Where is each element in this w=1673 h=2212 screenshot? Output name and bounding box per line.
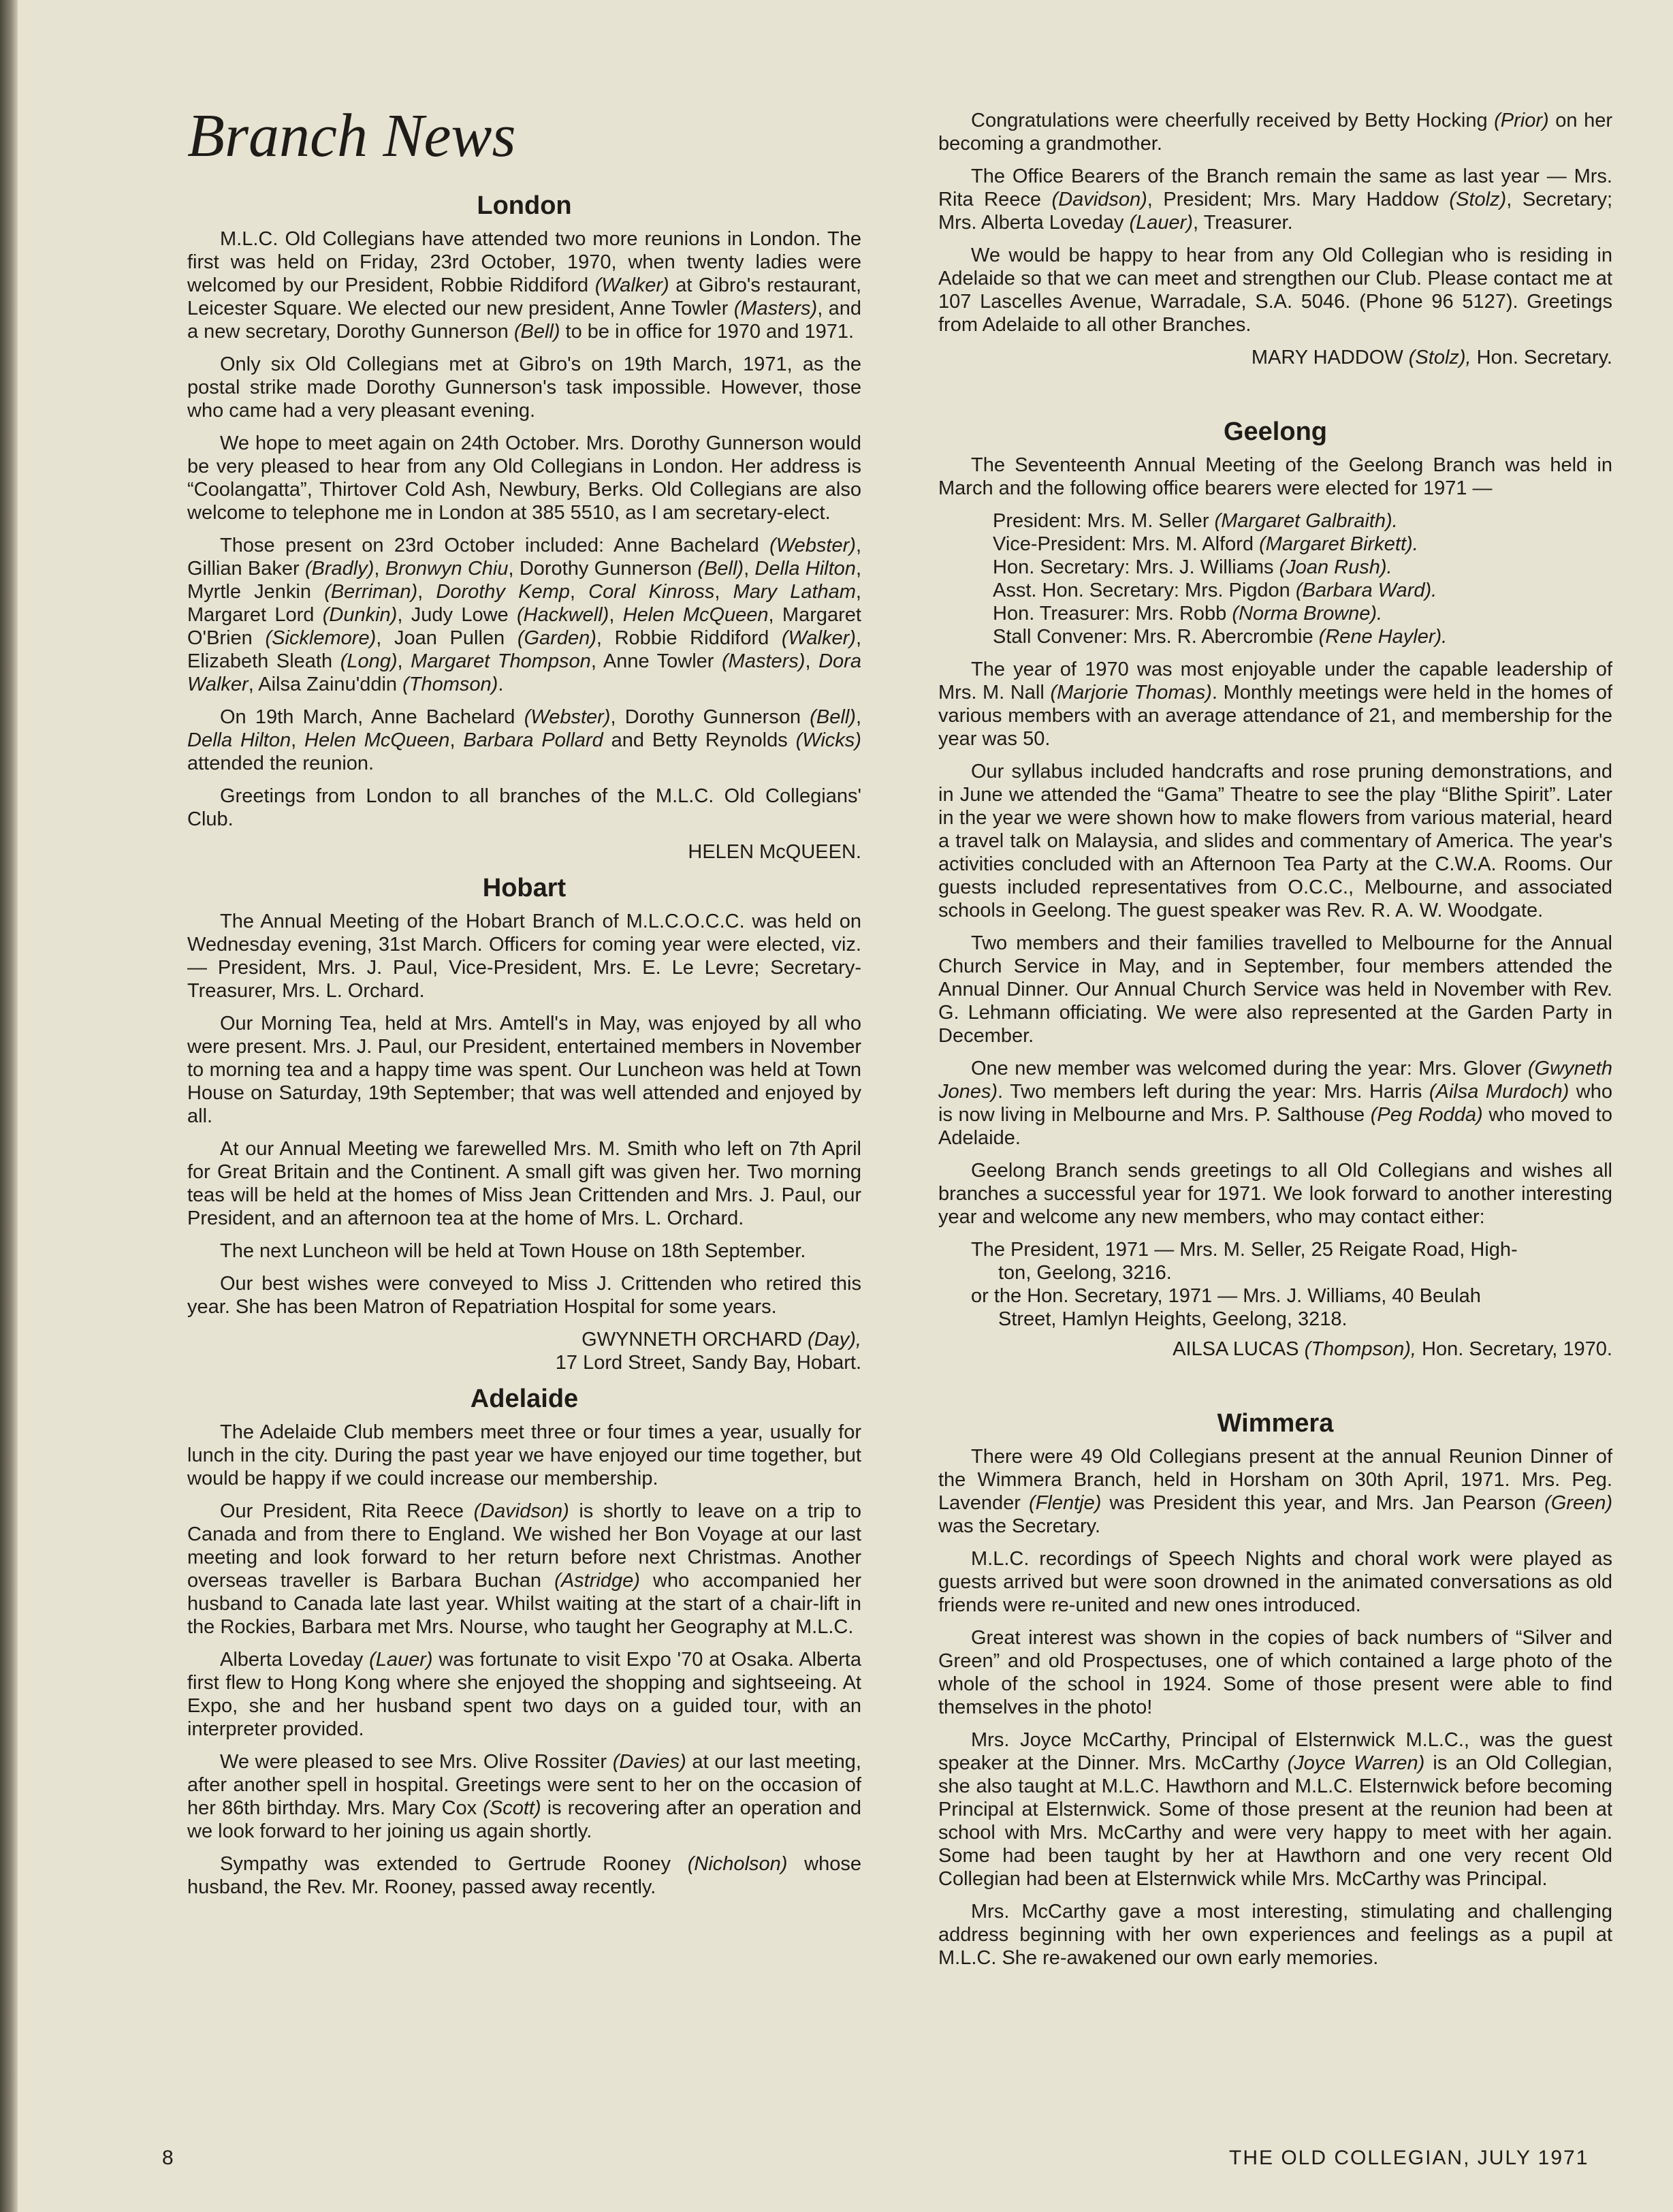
maiden-name: (Hackwell) bbox=[516, 604, 609, 626]
paragraph: Geelong Branch sends greetings to all Old Collegians and wishes all branches a successful year for 1971. We look forward to another interesting year and welcome any new members, who may contact either: bbox=[938, 1160, 1612, 1228]
maiden-name: (Lauer) bbox=[1129, 212, 1193, 234]
paragraph: One new member was welcomed during the year: Mrs. Glover (Gwyneth Jones). Two members left during the year: Mrs. Harris (Ailsa Murdoch) who is now living in Melbourne and Mrs. P. Salthouse (Peg Rodda) who moved to Adelaide. bbox=[938, 1058, 1613, 1149]
maiden-name: Della Hilton bbox=[187, 729, 291, 751]
maiden-name: Helen McQueen bbox=[304, 729, 450, 751]
paragraph: M.L.C. Old Collegians have attended two more reunions in London. The first was held on Friday, 23rd October, 1970, when twenty ladies were welcomed by our President, Robbie Riddiford (Walker) at Gibro's restaurant, Leicester Square. We elected our new president, Anne Towler (Masters), and a new secretary, Dorothy Gunnerson (Bell) to be in office for 1970 and 1971. bbox=[187, 228, 862, 343]
maiden-name: Bronwyn Chiu bbox=[385, 558, 509, 580]
paragraph: Our President, Rita Reece (Davidson) is shortly to leave on a trip to Canada and from there to England. We wished her Bon Voyage at our last meeting and look forward to her return before next Christmas. Another overseas traveller is Barbara Buchan (Astridge) who accompanied her husband to Canada late last year. Whilst waiting at the start of a chair-lift in the Rockies, Barbara met Mrs. Nourse, who taught her Geography at M.L.C. bbox=[187, 1500, 861, 1638]
right-column bbox=[938, 109, 1612, 1979]
signature-adelaide bbox=[938, 346, 1612, 369]
paragraph: The year of 1970 was most enjoyable under the capable leadership of Mrs. M. Nall (Marjorie Thomas). Monthly meetings were held in the homes of various members with an average attendance of 21, and membership for the year was 50. bbox=[938, 659, 1612, 750]
maiden-name: (Flentje) bbox=[1029, 1492, 1102, 1514]
paragraph: At our Annual Meeting we farewelled Mrs. M. Smith who left on 7th April for Great Britain and the Continent. A small gift was given her. Two morning teas will be held at the homes of Miss Jean Crittenden and Mrs. J. Paul, our President, and an afternoon tea at the home of Mrs. L. Orchard. bbox=[187, 1138, 861, 1229]
maiden-name: (Bell) bbox=[810, 706, 856, 728]
maiden-name: (Wicks) bbox=[795, 729, 861, 751]
office-bearer: President: Mrs. M. Seller (Margaret Galbraith). bbox=[993, 510, 1398, 532]
signature-title: Hon. Secretary. bbox=[1471, 347, 1612, 368]
paragraph: Only six Old Collegians met at Gibro's on 19th March, 1971, as the postal strike made Dorothy Gunnerson's task impossible. However, those who came had a very pleasant evening. bbox=[187, 353, 861, 422]
maiden-name: (Walker) bbox=[594, 274, 669, 296]
maiden-name: (Long) bbox=[340, 650, 398, 672]
contact-list bbox=[938, 1238, 1612, 1331]
office-bearers-list bbox=[938, 509, 1612, 648]
office-bearer: Vice-President: Mrs. M. Alford (Margaret Birkett). bbox=[993, 533, 1418, 555]
maiden-name: (Walker) bbox=[781, 627, 856, 649]
maiden-name: (Nicholson) bbox=[687, 1853, 788, 1875]
paragraph: Our Morning Tea, held at Mrs. Amtell's in May, was enjoyed by all who were present. Mrs. J. Paul, our President, entertained members in November to morning tea and a happy time was spent. Our Luncheon was held at Town House on Saturday, 19th September; that was well attended and enjoyed by all. bbox=[187, 1013, 861, 1127]
maiden-name: (Lauer) bbox=[369, 1649, 433, 1671]
maiden-name: Helen McQueen bbox=[622, 604, 769, 626]
paragraph: The next Luncheon will be held at Town House on 18th September. bbox=[220, 1240, 806, 1262]
maiden-name: (Webster) bbox=[524, 706, 611, 728]
office-bearer: Stall Convener: Mrs. R. Abercrombie (Rene Hayler). bbox=[993, 626, 1448, 648]
maiden-name: (Bell) bbox=[513, 321, 560, 343]
maiden-name: Della Hilton bbox=[754, 558, 856, 580]
signature-maiden: (Day), bbox=[808, 1329, 861, 1350]
maiden-name: Dora Walker bbox=[187, 650, 861, 695]
maiden-name: (Joyce Warren) bbox=[1287, 1752, 1425, 1774]
paragraph: M.L.C. recordings of Speech Nights and choral work were played as guests arrived but were soon drowned in the animated conversations as old friends were re-united and new ones introduced. bbox=[938, 1548, 1612, 1616]
office-bearer: Asst. Hon. Secretary: Mrs. Pigdon (Barbara Ward). bbox=[993, 580, 1437, 601]
signature-address: 17 Lord Street, Sandy Bay, Hobart. bbox=[555, 1352, 861, 1374]
heading-adelaide: Adelaide bbox=[470, 1385, 579, 1413]
page-title: Branch News bbox=[187, 102, 516, 170]
maiden-name: (Peg Rodda) bbox=[1370, 1104, 1483, 1126]
maiden-name: (Dunkin) bbox=[322, 604, 398, 626]
maiden-name: (Thomson) bbox=[402, 674, 498, 695]
maiden-name: (Green) bbox=[1544, 1492, 1612, 1514]
maiden-name: (Davies) bbox=[612, 1751, 686, 1773]
paragraph: We were pleased to see Mrs. Olive Rossiter (Davies) at our last meeting, after another spell in hospital. Greetings were sent to her on the occasion of her 86th birthday. Mrs. Mary Cox (Scott) is recovering after an operation and we look forward to her joining us again shortly. bbox=[187, 1751, 861, 1842]
paragraph: The Seventeenth Annual Meeting of the Geelong Branch was held in March and the following office bearers were elected for 1971 — bbox=[938, 454, 1612, 499]
paragraph: Alberta Loveday (Lauer) was fortunate to visit Expo '70 at Osaka. Alberta first flew to Hong Kong where she enjoyed the shopping and sightseeing. At Expo, she and her husband spent two days on a guided tour, with an interpreter provided. bbox=[187, 1649, 861, 1740]
signature-name: GWYNNETH ORCHARD bbox=[581, 1329, 808, 1350]
paragraph: Congratulations were cheerfully received by Betty Hocking (Prior) on her becoming a grandmother. bbox=[938, 110, 1612, 155]
maiden-name: Mary Latham bbox=[733, 581, 856, 603]
paragraph: The Office Bearers of the Branch remain the same as last year — Mrs. Rita Reece (Davidson), President; Mrs. Mary Haddow (Stolz), Secretary; Mrs. Alberta Loveday (Lauer), Treasurer. bbox=[938, 165, 1612, 234]
paragraph: On 19th March, Anne Bachelard (Webster), Dorothy Gunnerson (Bell), Della Hilton, Helen McQueen, Barbara Pollard and Betty Reynolds (Wicks) attended the reunion. bbox=[187, 706, 861, 774]
paragraph: Great interest was shown in the copies of back numbers of “Silver and Green” and old Prospectuses, one of which contained a large photo of the whole of the school in 1924. Some of those present were able to find themselves in the photo! bbox=[938, 1627, 1612, 1718]
maiden-name: Dorothy Kemp bbox=[436, 581, 570, 603]
maiden-name: (Scott) bbox=[483, 1797, 541, 1819]
paragraph: Mrs. McCarthy gave a most interesting, stimulating and challenging address beginning with her own experiences and feelings as a pupil at M.L.C. She re-awakened our own early memories. bbox=[938, 1901, 1612, 1969]
maiden-name: Margaret Thompson bbox=[411, 650, 591, 672]
paragraph: There were 49 Old Collegians present at the annual Reunion Dinner of the Wimmera Branch, held in Horsham on 30th April, 1971. Mrs. Peg. Lavender (Flentje) was President this year, and Mrs. Jan Pearson (Green) was the Secretary. bbox=[938, 1446, 1612, 1537]
office-bearer: Hon. Treasurer: Mrs. Robb (Norma Browne). bbox=[993, 603, 1383, 625]
maiden-name: (Davidson) bbox=[1051, 189, 1147, 210]
paragraph: The Annual Meeting of the Hobart Branch of M.L.C.O.C.C. was held on Wednesday evening, 31st March. Officers for coming year were elected, viz. — President, Mrs. J. Paul, Vice-President, Mrs. E. Le Levre; Secretary-Treasurer, Mrs. L. Orchard. bbox=[187, 911, 861, 1002]
paragraph: We hope to meet again on 24th October. Mrs. Dorothy Gunnerson would be very pleased to hear from any Old Collegians in London. Her address is “Coolangatta”, Thirtover Cold Ash, Newbury, Berks. Old Collegians are also welcome to telephone me in London at 385 5510, as I am secretary-elect. bbox=[187, 432, 861, 524]
paragraph: Two members and their families travelled to Melbourne for the Annual Church Service in May, and in September, four members attended the Annual Dinner. Our Annual Church Service was held in November with Rev. G. Lehmann officiating. We were also represented at the Garden Party in December. bbox=[938, 932, 1612, 1047]
maiden-name: (Bradly) bbox=[304, 558, 375, 580]
heading-london: London bbox=[477, 191, 572, 220]
maiden-name: (Masters) bbox=[722, 650, 806, 672]
maiden-name: (Gwyneth Jones) bbox=[938, 1058, 1612, 1103]
paragraph: Our syllabus included handcrafts and rose pruning demonstrations, and in June we attended the “Gama” Theatre to see the play “Blithe Spirit”. Later in the year we were shown how to make flowers from various material, heard a travel talk on Malaysia, and slides and commentary of America. The year's activities concluded with an Afternoon Tea Party at the C.W.A. Rooms. Our guests included representatives from O.C.C., Melbourne, and associated schools in Geelong. The guest speaker was Rev. R. A. W. Woodgate. bbox=[938, 761, 1612, 921]
maiden-name: (Sicklemore) bbox=[265, 627, 377, 649]
signature-london: HELEN McQUEEN. bbox=[688, 841, 861, 863]
signature-title: Hon. Secretary, 1970. bbox=[1416, 1338, 1612, 1360]
maiden-name: (Ailsa Murdoch) bbox=[1429, 1081, 1570, 1103]
binding-spine bbox=[0, 0, 18, 2212]
signature-hobart bbox=[187, 1328, 861, 1351]
contact-president: The President, 1971 — Mrs. M. Seller, 25 Reigate Road, High- ton, Geelong, 3216. bbox=[971, 1239, 1518, 1284]
maiden-name: (Prior) bbox=[1494, 110, 1549, 131]
maiden-name: (Berriman) bbox=[324, 581, 418, 603]
paragraph: The Adelaide Club members meet three or four times a year, usually for lunch in the city. During the past year we have enjoyed our time together, but would be happy if we could increase our membership. bbox=[187, 1421, 861, 1489]
maiden-name: (Astridge) bbox=[554, 1570, 640, 1592]
signature-name: MARY HADDOW bbox=[1251, 347, 1409, 368]
left-column bbox=[187, 102, 861, 1908]
maiden-name: (Stolz) bbox=[1449, 189, 1507, 210]
heading-hobart: Hobart bbox=[482, 874, 567, 902]
heading-wimmera: Wimmera bbox=[1217, 1409, 1334, 1438]
paragraph: Mrs. Joyce McCarthy, Principal of Elsternwick M.L.C., was the guest speaker at the Dinner. Mrs. McCarthy (Joyce Warren) is an Old Collegian, she also taught at M.L.C. Hawthorn and M.L.C. Elsternwick before becoming Principal at Elsternwick. Some of those present at the reunion had been at school with Mrs. McCarthy and were very happy to meet with her again. Some had been taught by her at Hawthorn and one very recent Old Collegian had been at Elsternwick while Mrs. McCarthy was Principal. bbox=[938, 1729, 1612, 1890]
maiden-name: (Davidson) bbox=[473, 1500, 569, 1522]
maiden-name: (Bell) bbox=[697, 558, 744, 580]
maiden-name: (Marjorie Thomas) bbox=[1050, 682, 1212, 704]
signature-maiden: (Thompson), bbox=[1304, 1338, 1416, 1360]
maiden-name: Coral Kinross bbox=[588, 581, 715, 603]
signature-maiden: (Stolz), bbox=[1408, 347, 1471, 368]
magazine-footer: THE OLD COLLEGIAN, JULY 1971 bbox=[1229, 2147, 1589, 2169]
maiden-name: (Masters) bbox=[733, 298, 818, 319]
paragraph: Our best wishes were conveyed to Miss J. Crittenden who retired this year. She has been Matron of Repatriation Hospital for some years. bbox=[187, 1273, 861, 1318]
contact-secretary: or the Hon. Secretary, 1971 — Mrs. J. Williams, 40 Beulah Street, Hamlyn Heights, Geelong, 3218. bbox=[971, 1285, 1481, 1330]
signature-name: AILSA LUCAS bbox=[1173, 1338, 1305, 1360]
signature-geelong bbox=[938, 1338, 1612, 1361]
paragraph: Sympathy was extended to Gertrude Rooney (Nicholson) whose husband, the Rev. Mr. Rooney, passed away recently. bbox=[187, 1853, 861, 1898]
paragraph: Greetings from London to all branches of the M.L.C. Old Collegians' Club. bbox=[187, 785, 861, 830]
maiden-name: (Webster) bbox=[769, 535, 856, 556]
maiden-name: Barbara Pollard bbox=[463, 729, 603, 751]
heading-geelong: Geelong bbox=[1223, 417, 1328, 446]
page-number: 8 bbox=[162, 2147, 174, 2169]
maiden-name: (Garden) bbox=[517, 627, 596, 649]
paragraph: Those present on 23rd October included: Anne Bachelard (Webster), Gillian Baker (Bradly), Bronwyn Chiu, Dorothy Gunnerson (Bell), Della Hilton, Myrtle Jenkin (Berriman), Dorothy Kemp, Coral Kinross, Mary Latham, Margaret Lord (Dunkin), Judy Lowe (Hackwell), Helen McQueen, Margaret O'Brien (Sicklemore), Joan Pullen (Garden), Robbie Riddiford (Walker), Elizabeth Sleath (Long), Margaret Thompson, Anne Towler (Masters), Dora Walker, Ailsa Zainu'ddin (Thomson). bbox=[187, 535, 862, 695]
office-bearer: Hon. Secretary: Mrs. J. Williams (Joan Rush). bbox=[993, 556, 1392, 578]
paragraph: We would be happy to hear from any Old Collegian who is residing in Adelaide so that we can meet and strengthen our Club. Please contact me at 107 Lascelles Avenue, Warradale, S.A. 5046. (Phone 96 5127). Greetings from Adelaide to all other Branches. bbox=[938, 244, 1612, 336]
